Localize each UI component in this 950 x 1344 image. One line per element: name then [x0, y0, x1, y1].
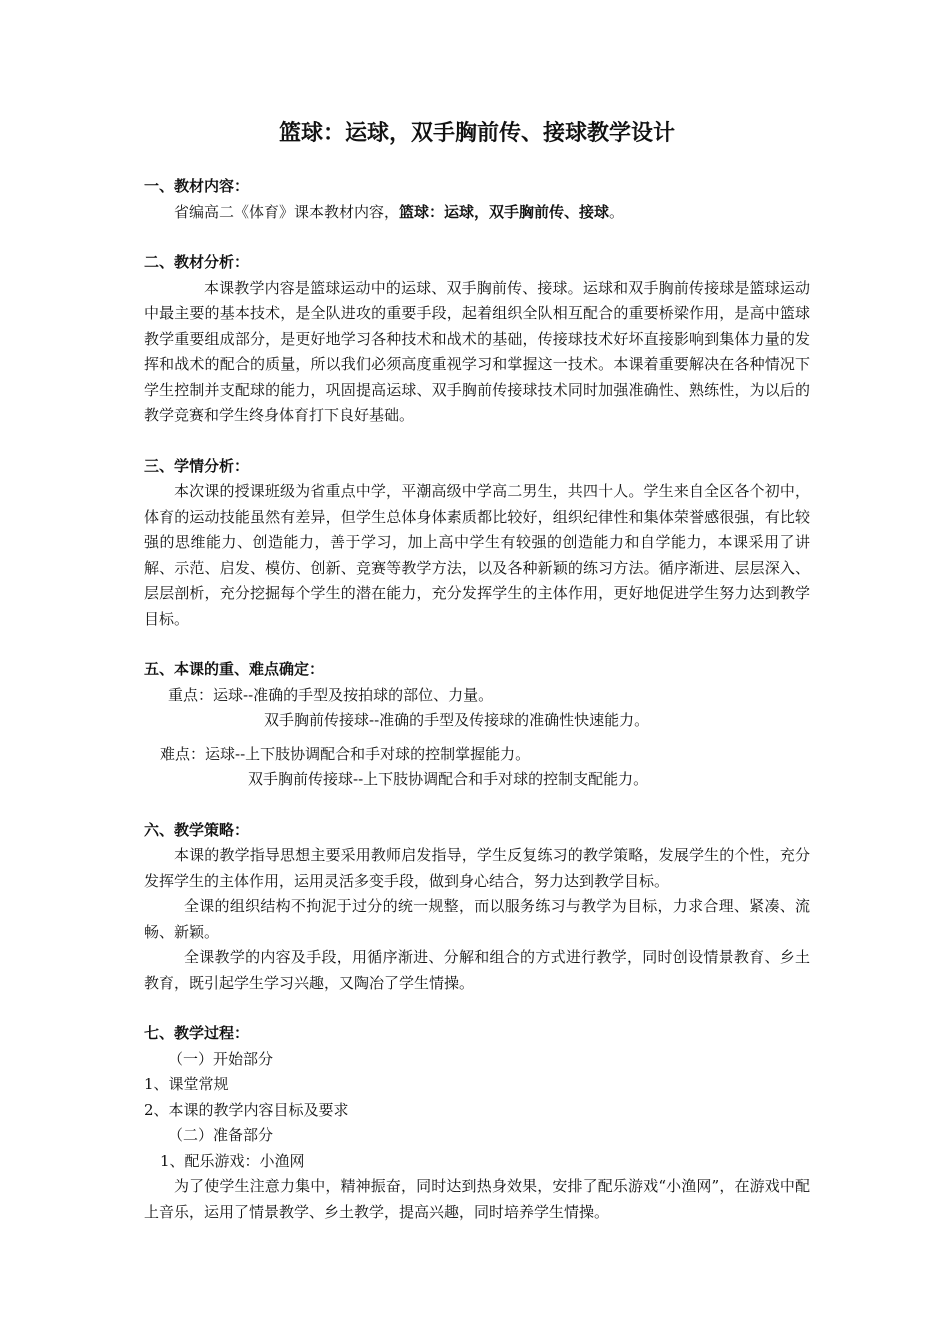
section-heading-analysis: 二、教材分析：: [144, 253, 250, 271]
spacer: [144, 793, 810, 818]
document-content: [144, 118, 810, 1225]
strategy-paragraph-2: 全课的组织结构不拘泥于过分的统一规整，而以服务练习与教学为目标，力求合理、紧凑、流畅、新颖。: [144, 897, 810, 941]
process-game-paragraph: 为了使学生注意力集中，精神振奋，同时达到热身效果，安排了配乐游戏“小渔网”，在游戏中配上音乐，运用了情景教学、乡土教学，提高兴趣，同时培养学生情操。: [144, 1177, 810, 1221]
spacer: [144, 734, 810, 742]
section-heading-content: 一、教材内容：: [144, 177, 250, 195]
difficulty-line-1: 难点：运球--上下肢协调配合和手对球的控制掌握能力。: [160, 744, 531, 763]
key-point-line-2: 双手胸前传接球--准确的手型及传接球的准确性快速能力。: [264, 711, 650, 729]
strategy-paragraph-3: 全课教学的内容及手段，用循序渐进、分解和组合的方式进行教学，同时创设情景教育、乡土教育，既引起学生学习兴趣，又陶冶了学生情操。: [144, 948, 810, 992]
section-content-text: [144, 200, 810, 226]
document-title: 篮球：运球，双手胸前传、接球教学设计: [278, 121, 675, 146]
process-item-game: 1、配乐游戏：小渔网: [160, 1151, 305, 1170]
process-item-goals: 2、本课的教学内容目标及要求: [144, 1100, 349, 1119]
section-heading-process: 七、教学过程：: [144, 1024, 250, 1042]
students-paragraph: 本次课的授课班级为省重点中学，平潮高级中学高二男生，共四十人。学生来自全区各个初中，体育的运动技能虽然有差异，但学生总体身体素质都比较好，组织纪律性和集体荣誉感很强，有比较强的思维能力、创造能力，善于学习，加上高中学生有较强的创造能力和自学能力，本课采用了讲解、示范、启发、模仿、创新、竞赛等教学方法，以及各种新颖的练习方法。循序渐进、层层深入、层层剖析，充分挖掘每个学生的潜在能力，充分发挥学生的主体作用，更好地促进学生努力达到教学目标。: [144, 482, 810, 628]
content-text-suffix: 。: [609, 202, 625, 221]
key-point-line-1: 重点：运球--准确的手型及按拍球的部位、力量。: [168, 685, 494, 704]
difficulty-line-2: 双手胸前传接球--上下肢协调配合和手对球的控制支配能力。: [248, 770, 649, 788]
process-part-start: （一）开始部分: [168, 1049, 274, 1068]
process-item-routine: 1、课堂常规: [144, 1075, 229, 1093]
analysis-paragraph: 本课教学内容是篮球运动中的运球、双手胸前传、接球。运球和双手胸前传接球是篮球运动中最主要的基本技术，是全队进攻的重要手段，起着组织全队相互配合的重要桥梁作用，是高中篮球教学重要组成部分，是更好地学习各种技术和战术的基础，传接球技术好坏直接影响到集体力量的发挥和战术的配合的质量，所以我们必须高度重视学习和掌握这一技术。本课着重要解决在各种情况下学生控制并支配球的能力，巩固提高运球、双手胸前传接球技术同时加强准确性、熟练性，为以后的教学竞赛和学生终身体育打下良好基础。: [144, 278, 810, 424]
spacer: [144, 225, 810, 250]
content-text-bold: 篮球：运球，双手胸前传、接球: [399, 202, 610, 221]
spacer: [144, 429, 810, 454]
content-text-prefix: 省编高二《体育》课本教材内容，: [174, 202, 400, 221]
spacer: [144, 632, 810, 657]
process-part-prepare: （二）准备部分: [168, 1126, 274, 1144]
section-heading-strategy: 六、教学策略：: [144, 820, 250, 839]
spacer: [144, 996, 810, 1021]
section-heading-key-points: 五、本课的重、难点确定：: [144, 660, 325, 678]
section-heading-students: 三、学情分析：: [144, 456, 250, 475]
strategy-paragraph-1: 本课的教学指导思想主要采用教师启发指导，学生反复练习的教学策略，发展学生的个性，充分发挥学生的主体作用，运用灵活多变手段，做到身心结合，努力达到教学目标。: [144, 846, 810, 890]
